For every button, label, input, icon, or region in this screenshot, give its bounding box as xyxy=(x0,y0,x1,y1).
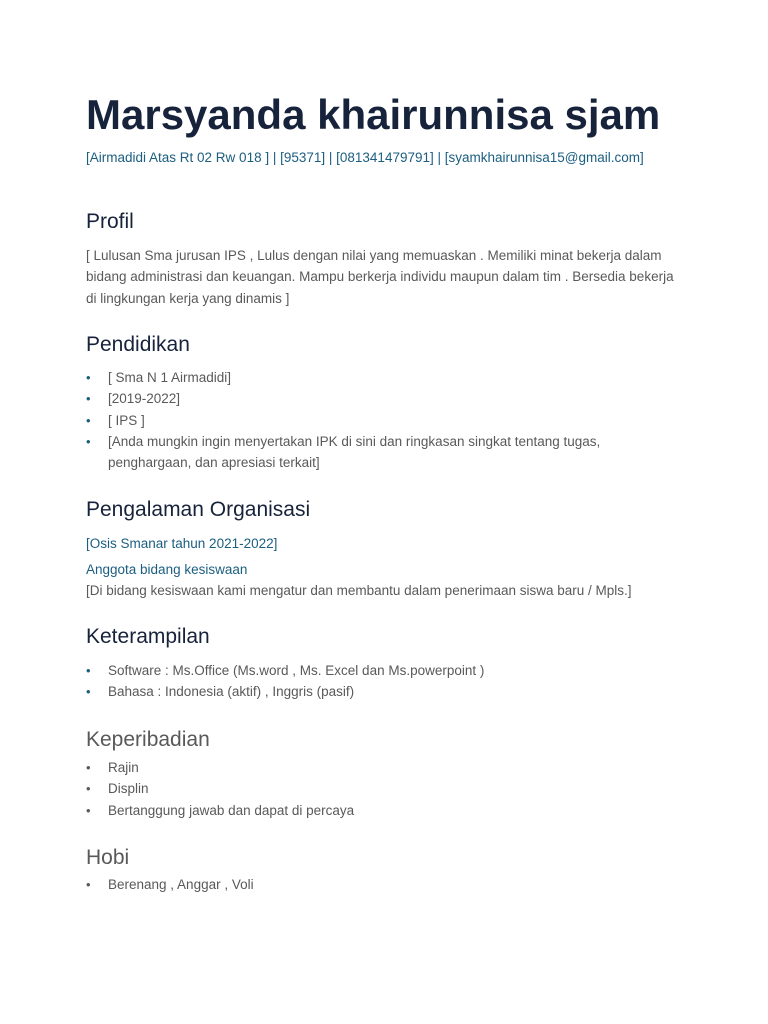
hobi-list xyxy=(86,874,686,895)
list-item: • [ Sma N 1 Airmadidi] xyxy=(86,367,686,388)
list-item: • [2019-2022] xyxy=(86,388,686,409)
resume-name: Marsyanda khairunnisa sjam xyxy=(86,91,661,138)
section-heading-pendidikan: Pendidikan xyxy=(86,333,190,356)
bullet-icon: • xyxy=(86,781,91,797)
section-heading-keterampilan: Keterampilan xyxy=(86,625,210,648)
list-item: • Software : Ms.Office (Ms.word , Ms. Excel dan Ms.powerpoint ) xyxy=(86,660,686,681)
bullet-icon: • xyxy=(86,760,91,775)
list-item: • [ IPS ] xyxy=(86,410,686,431)
section-heading-hobi: Hobi xyxy=(86,846,130,869)
organisasi-name: [Osis Smanar tahun 2021-2022] xyxy=(86,536,278,551)
profil-text: [ Lulusan Sma jurusan IPS , Lulus dengan nilai yang memuaskan . Memiliki minat bekerja dalam bidang administrasi dan keuangan. Mampu berkerja individu maupun dalam tim . Bersedia bekerja di lingkungan kerja yang dinamis ] xyxy=(86,248,674,306)
bullet-icon: • xyxy=(86,877,91,892)
bullet-icon: • xyxy=(86,412,91,428)
section-heading-keperibadian: Keperibadian xyxy=(86,728,210,751)
bullet-icon: • xyxy=(86,684,91,700)
keperibadian-list xyxy=(86,757,686,821)
contact-info: [Airmadidi Atas Rt 02 Rw 018 ] | [95371] | [081341479791] | [syamkhairunnisa15@gmail.com] xyxy=(86,150,644,165)
section-heading-organisasi: Pengalaman Organisasi xyxy=(86,498,311,521)
bullet-icon: • xyxy=(86,370,91,385)
list-item: • Bahasa : Indonesia (aktif) , Inggris (pasif) xyxy=(86,681,686,702)
bullet-icon: • xyxy=(86,433,91,449)
list-item: • [Anda mungkin ingin menyertakan IPK di sini dan ringkasan singkat tentang tugas, penghargaan, dan apresiasi terkait] xyxy=(86,431,633,474)
bullet-icon: • xyxy=(86,391,91,407)
pendidikan-list xyxy=(86,367,686,473)
list-item: • Displin xyxy=(86,778,686,799)
bullet-icon: • xyxy=(86,802,91,818)
list-item: • Berenang , Anggar , Voli xyxy=(86,874,686,895)
bullet-icon: • xyxy=(86,663,91,678)
section-heading-profil: Profil xyxy=(86,210,134,233)
keterampilan-list xyxy=(86,660,686,703)
organisasi-desc: [Di bidang kesiswaan kami mengatur dan membantu dalam penerimaan siswa baru / Mpls.] xyxy=(86,583,632,598)
list-item: • Rajin xyxy=(86,757,686,778)
list-item: • Bertanggung jawab dan dapat di percaya xyxy=(86,800,686,821)
organisasi-role: Anggota bidang kesiswaan xyxy=(86,562,248,577)
